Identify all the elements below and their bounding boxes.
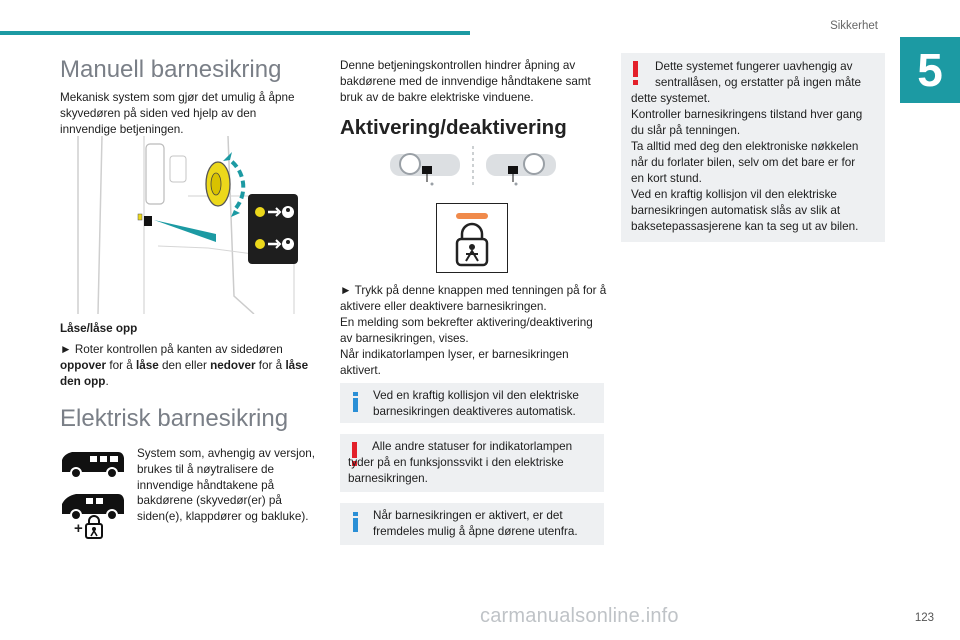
manual-child-lock-title: Manuell barnesikring — [60, 56, 282, 83]
watermark: carmanualsonline.info — [480, 605, 679, 627]
chapter-number: 5 — [917, 44, 943, 96]
lock-text-bold: låse den opp — [60, 358, 309, 388]
control-intro: Denne betjeningskontrollen hindrer åpning av bakdørene med de innvendige håndtakene samt bruk av de bakre elektriske vinduene. — [340, 59, 591, 104]
lock-unlock-heading: Låse/låse opp — [60, 322, 138, 335]
info-icon-dot — [353, 512, 358, 516]
lock-text-part: . — [105, 374, 109, 388]
warn-line: dette systemet. — [631, 92, 711, 105]
info-icon — [353, 398, 358, 412]
info-icon-dot — [353, 392, 358, 396]
info-icon — [353, 518, 358, 532]
chapter-number-tab — [900, 37, 960, 103]
electric-child-lock-title: Elektrisk barnesikring — [60, 405, 289, 432]
warning-note-indicator-text: Alle andre statuser for indikatorlampen tyder på en funksjonssvikt i den elektriske barnesikringen. — [348, 440, 573, 485]
lock-arrow: ► — [60, 343, 72, 356]
warn-line: Kontroller barnesikringens tilstand hver gang — [631, 108, 863, 121]
info-note-collision-text: Ved en kraftig kollisjon vil den elektriske barnesikringen deaktiveres automatisk. — [373, 389, 579, 418]
message-text: En melding som bekrefter aktivering/deaktivering av barnesikringen, vises. — [340, 316, 593, 345]
warn-line: når du forlater bilen, selv om det bare er for — [631, 156, 856, 169]
child-lock-icon — [84, 515, 104, 539]
lock-text-bold: nedover — [210, 358, 256, 372]
press-button-text — [340, 283, 608, 315]
plus-sign: + — [74, 520, 83, 537]
info-note-collision — [340, 383, 604, 423]
lock-text-bold: låse — [136, 358, 159, 372]
lock-text-part: for å — [255, 358, 286, 372]
info-note-open-doors — [340, 503, 604, 545]
lock-text-part: for å — [106, 358, 136, 372]
warning-note-system — [621, 53, 885, 242]
warn-line: Ved en kraftig kollisjon vil den elektriske — [631, 188, 837, 201]
warning-note-indicator — [340, 434, 604, 492]
activation-title: Aktivering/deaktivering — [340, 116, 567, 139]
child-lock-button[interactable] — [436, 203, 508, 273]
lock-text-bold: oppover — [60, 358, 107, 372]
press-arrow: ► — [340, 284, 352, 297]
warn-line: Dette systemet fungerer uavhengig av — [655, 60, 853, 73]
chapter-title: Sikkerhet — [830, 20, 878, 32]
header-accent-bar — [0, 31, 470, 35]
warn-line: en kort stund. — [631, 172, 702, 185]
warn-line: Ta alltid med deg den elektroniske nøkkelen — [631, 140, 859, 153]
warning-icon — [633, 61, 638, 77]
lock-text-part: Roter kontrollen på kanten av sidedøren — [71, 343, 283, 356]
page-number: 123 — [914, 612, 934, 624]
manual-child-lock-intro: Mekanisk system som gjør det umulig å åpne skyvedøren på siden ved hjelp av den innvendige betjeningen. — [60, 91, 295, 136]
info-note-open-doors-text: Når barnesikringen er aktivert, er det fremdeles mulig å åpne dørene utenfra. — [373, 509, 578, 538]
warn-line: baksetepassasjerene kan ta seg ut av bilen. — [631, 220, 859, 233]
lock-text-part: den eller — [158, 358, 211, 372]
press-text: Trykk på denne knappen med tenningen på for å aktivere eller deaktivere barnesikringen. — [340, 284, 607, 313]
lock-unlock-text — [60, 342, 318, 389]
indicator-text: Når indikatorlampen lyser, er barnesikringen aktivert. — [340, 348, 569, 377]
van-icon — [60, 448, 126, 480]
warn-line: du slår på tenningen. — [631, 124, 741, 137]
warn-line: barnesikringen automatisk slås av slik at — [631, 204, 841, 217]
electric-child-lock-text: System som, avhengig av versjon, brukes til å nøytralisere de innvendige håndtakene på bakdørene (skyvedør(er) på siden(e), klappdører og bakluke). — [137, 447, 315, 524]
dashboard-steering-icon — [388, 146, 558, 188]
warn-line: sentrallåsen, og erstatter på ingen måte — [655, 76, 861, 89]
door-lock-illustration — [58, 136, 310, 314]
warning-icon-dot — [633, 80, 638, 85]
